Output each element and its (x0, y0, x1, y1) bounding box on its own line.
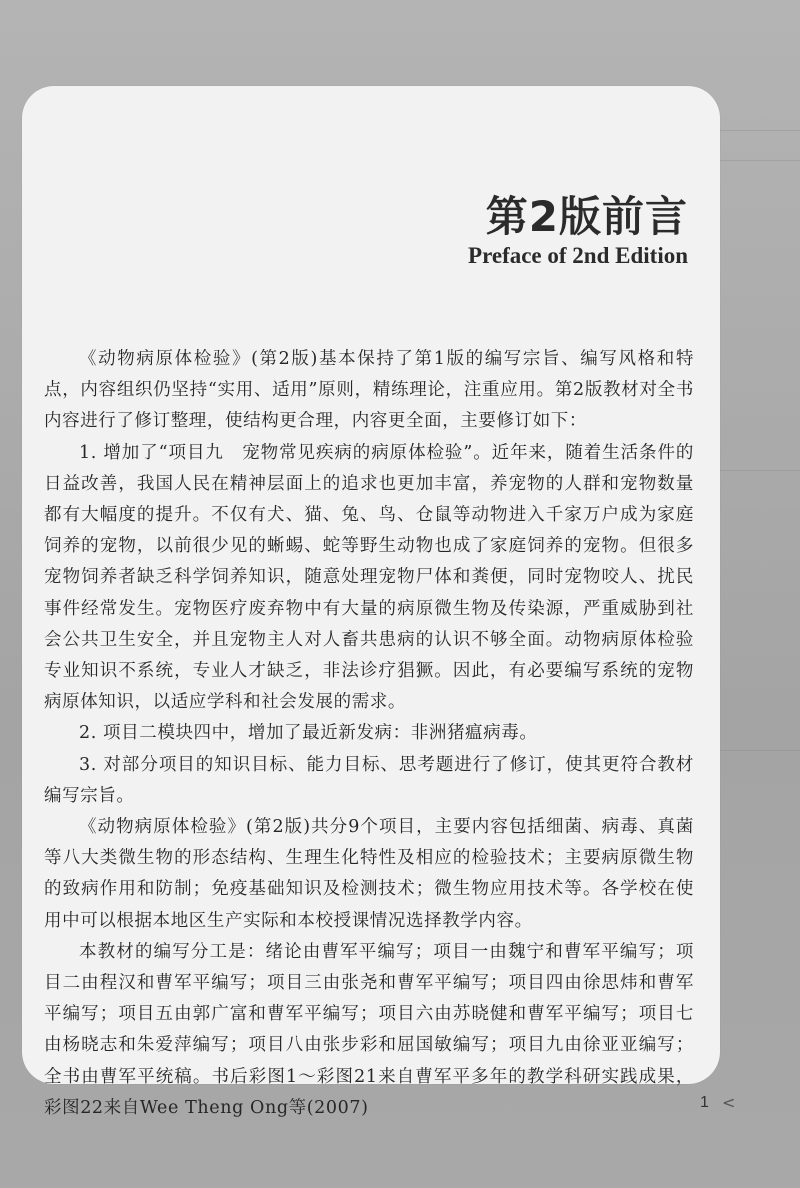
page-subtitle: Preface of 2nd Edition (468, 243, 688, 268)
bleed-through-line (720, 750, 800, 751)
bleed-through-line (720, 130, 800, 131)
paragraph-item-1: 1. 增加了“项目九 宠物常见疾病的病原体检验”。近年来，随着生活条件的日益改善，我国人民在精神层面上的追求也更加丰富，养宠物的人群和宠物数量都有大幅度的提升。不仅有犬、猫、兔、鸟、仓鼠等动物进入千家万户成为家庭饲养的宠物，以前很少见的蜥蜴、蛇等野生动物也成了家庭饲养的宠物。但很多宠物饲养者缺乏科学饲养知识，随意处理宠物尸体和粪便，同时宠物咬人、扰民事件经常发生。宠物医疗废弃物中有大量的病原微生物及传染源，严重威胁到社会公共卫生安全，并且宠物主人对人畜共患病的认识不够全面。动物病原体检验专业知识不系统，专业人才缺乏，非法诊疗猖獗。因此，有必要编写系统的宠物病原体知识，以适应学科和社会发展的需求。 (44, 442, 694, 713)
page-title: 第2版前言 (485, 192, 688, 241)
paragraph-item-3: 3. 对部分项目的知识目标、能力目标、思考题进行了修订，使其更符合教材编写宗旨。 (44, 754, 694, 806)
paragraph-contents: 《动物病原体检验》(第2版)共分9个项目，主要内容包括细菌、病毒、真菌等八大类微生物的形态结构、生理生化特性及相应的检验技术；主要病原微生物的致病作用和防制；免疫基础知识及检测技术；微生物应用技术等。各学校在使用中可以根据本地区生产实际和本校授课情况选择教学内容。 (44, 817, 694, 931)
page-arrow-icon: < (722, 1093, 736, 1112)
bleed-through-line (720, 160, 800, 161)
bleed-through-line (720, 470, 800, 471)
preface-body (44, 344, 694, 1124)
paragraph-authors: 本教材的编写分工是：绪论由曹军平编写；项目一由魏宁和曹军平编写；项目二由程汉和曹军平编写；项目三由张尧和曹军平编写；项目四由徐思炜和曹军平编写；项目五由郭广富和曹军平编写；项目六由苏晓健和曹军平编写；项目七由杨晓志和朱爱萍编写；项目八由张步彩和屈国敏编写；项目九由徐亚亚编写；全书由曹军平统稿。书后彩图1～彩图21来自曹军平多年的教学科研实践成果，彩图22来自Wee Theng Ong等(2007) (44, 941, 694, 1118)
page-number: 1 (700, 1094, 709, 1111)
paragraph-intro: 《动物病原体检验》(第2版)基本保持了第1版的编写宗旨、编写风格和特点，内容组织仍坚持“实用、适用”原则，精练理论，注重应用。第2版教材对全书内容进行了修订整理，使结构更合理，内容更全面，主要修订如下： (44, 349, 694, 432)
paragraph-item-2: 2. 项目二模块四中，增加了最近新发病：非洲猪瘟病毒。 (79, 723, 538, 744)
